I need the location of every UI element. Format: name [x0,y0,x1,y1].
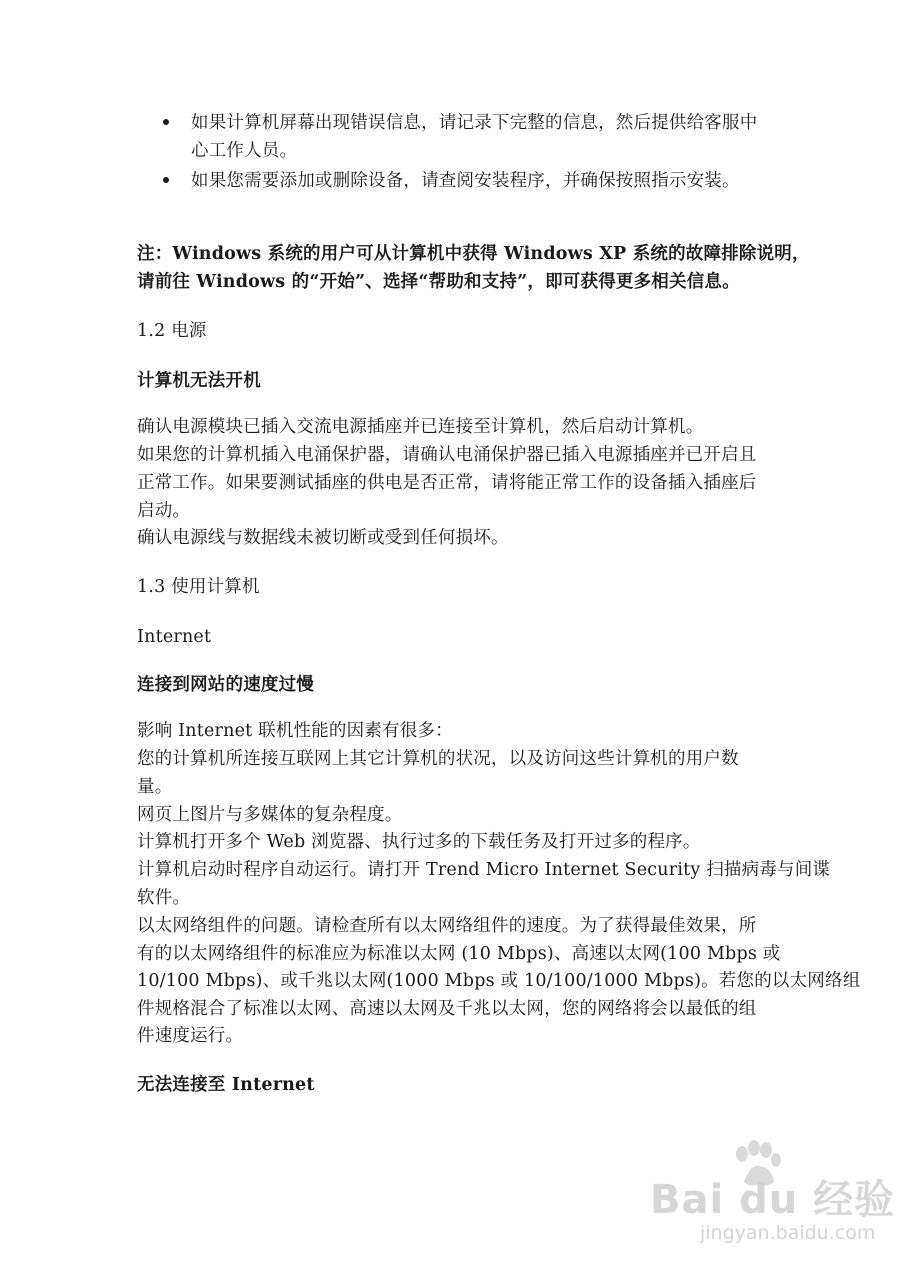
subheading-no-power: 计算机无法开机 [137,371,261,391]
power-line-3: 正常工作。如果要测试插座的供电是否正常，请将能正常工作的设备插入插座后 [137,473,757,493]
use-line-6: 计算机启动时程序自动运行。请打开 Trend Micro Internet Security 扫描病毒与间谍 [137,860,831,880]
use-line-2: 您的计算机所连接互联网上其它计算机的状况，以及访问这些计算机的用户数 [137,749,739,769]
power-line-2: 如果您的计算机插入电涌保护器，请确认电涌保护器已插入电源插座并已开启且 [137,445,757,465]
use-line-4: 网页上图片与多媒体的复杂程度。 [137,805,403,825]
use-line-1: 影响 Internet 联机性能的因素有很多： [137,721,453,741]
bullet-1-line-1: 如果计算机屏幕出现错误信息，请记录下完整的信息，然后提供给客服中 [191,113,758,133]
note-line-2: 请前往 Windows 的“开始”、选择“帮助和支持”，即可获得更多相关信息。 [137,272,740,292]
subheading-cannot-connect: 无法连接至 Internet [137,1075,315,1095]
use-line-3: 量。 [137,777,173,797]
section-heading-power: 1.2 电源 [137,321,207,341]
use-line-9: 有的以太网络组件的标准应为标准以太网 (10 Mbps)、高速以太网(100 Mbps 或 [137,944,781,964]
subheading-slow-connection: 连接到网站的速度过慢 [137,675,314,695]
use-line-12: 件速度运行。 [137,1026,244,1046]
baidu-watermark [640,1140,896,1260]
use-line-5: 计算机打开多个 Web 浏览器、执行过多的下载任务及打开过多的程序。 [137,832,701,852]
use-line-10: 10/100 Mbps)、或千兆以太网(1000 Mbps 或 10/100/1000 Mbps)。若您的以太网络组 [137,971,861,991]
bullet-1-line-2: 心工作人员。 [191,141,298,161]
use-line-7: 软件。 [137,888,191,908]
bullet-dot [163,119,169,125]
watermark-logo-text: Bai du 经验 [650,1177,896,1223]
note-line-1: 注：Windows 系统的用户可从计算机中获得 Windows XP 系统的故障排除说明， [137,244,810,264]
use-line-8: 以太网络组件的问题。请检查所有以太网络组件的速度。为了获得最佳效果，所 [137,916,757,936]
power-line-1: 确认电源模块已插入交流电源插座并已连接至计算机，然后启动计算机。 [137,417,704,437]
power-line-4: 启动。 [137,501,191,521]
watermark-url: jingyan.baidu.com [700,1222,876,1244]
bullet-dot [163,177,169,183]
internet-label: Internet [137,627,212,647]
bullet-2-line-1: 如果您需要添加或删除设备，请查阅安装程序，并确保按照指示安装。 [191,171,740,191]
use-line-11: 件规格混合了标准以太网、高速以太网及千兆以太网，您的网络将会以最低的组 [137,999,757,1019]
section-heading-use: 1.3 使用计算机 [137,577,260,597]
power-line-5: 确认电源线与数据线未被切断或受到任何损坏。 [137,528,509,548]
